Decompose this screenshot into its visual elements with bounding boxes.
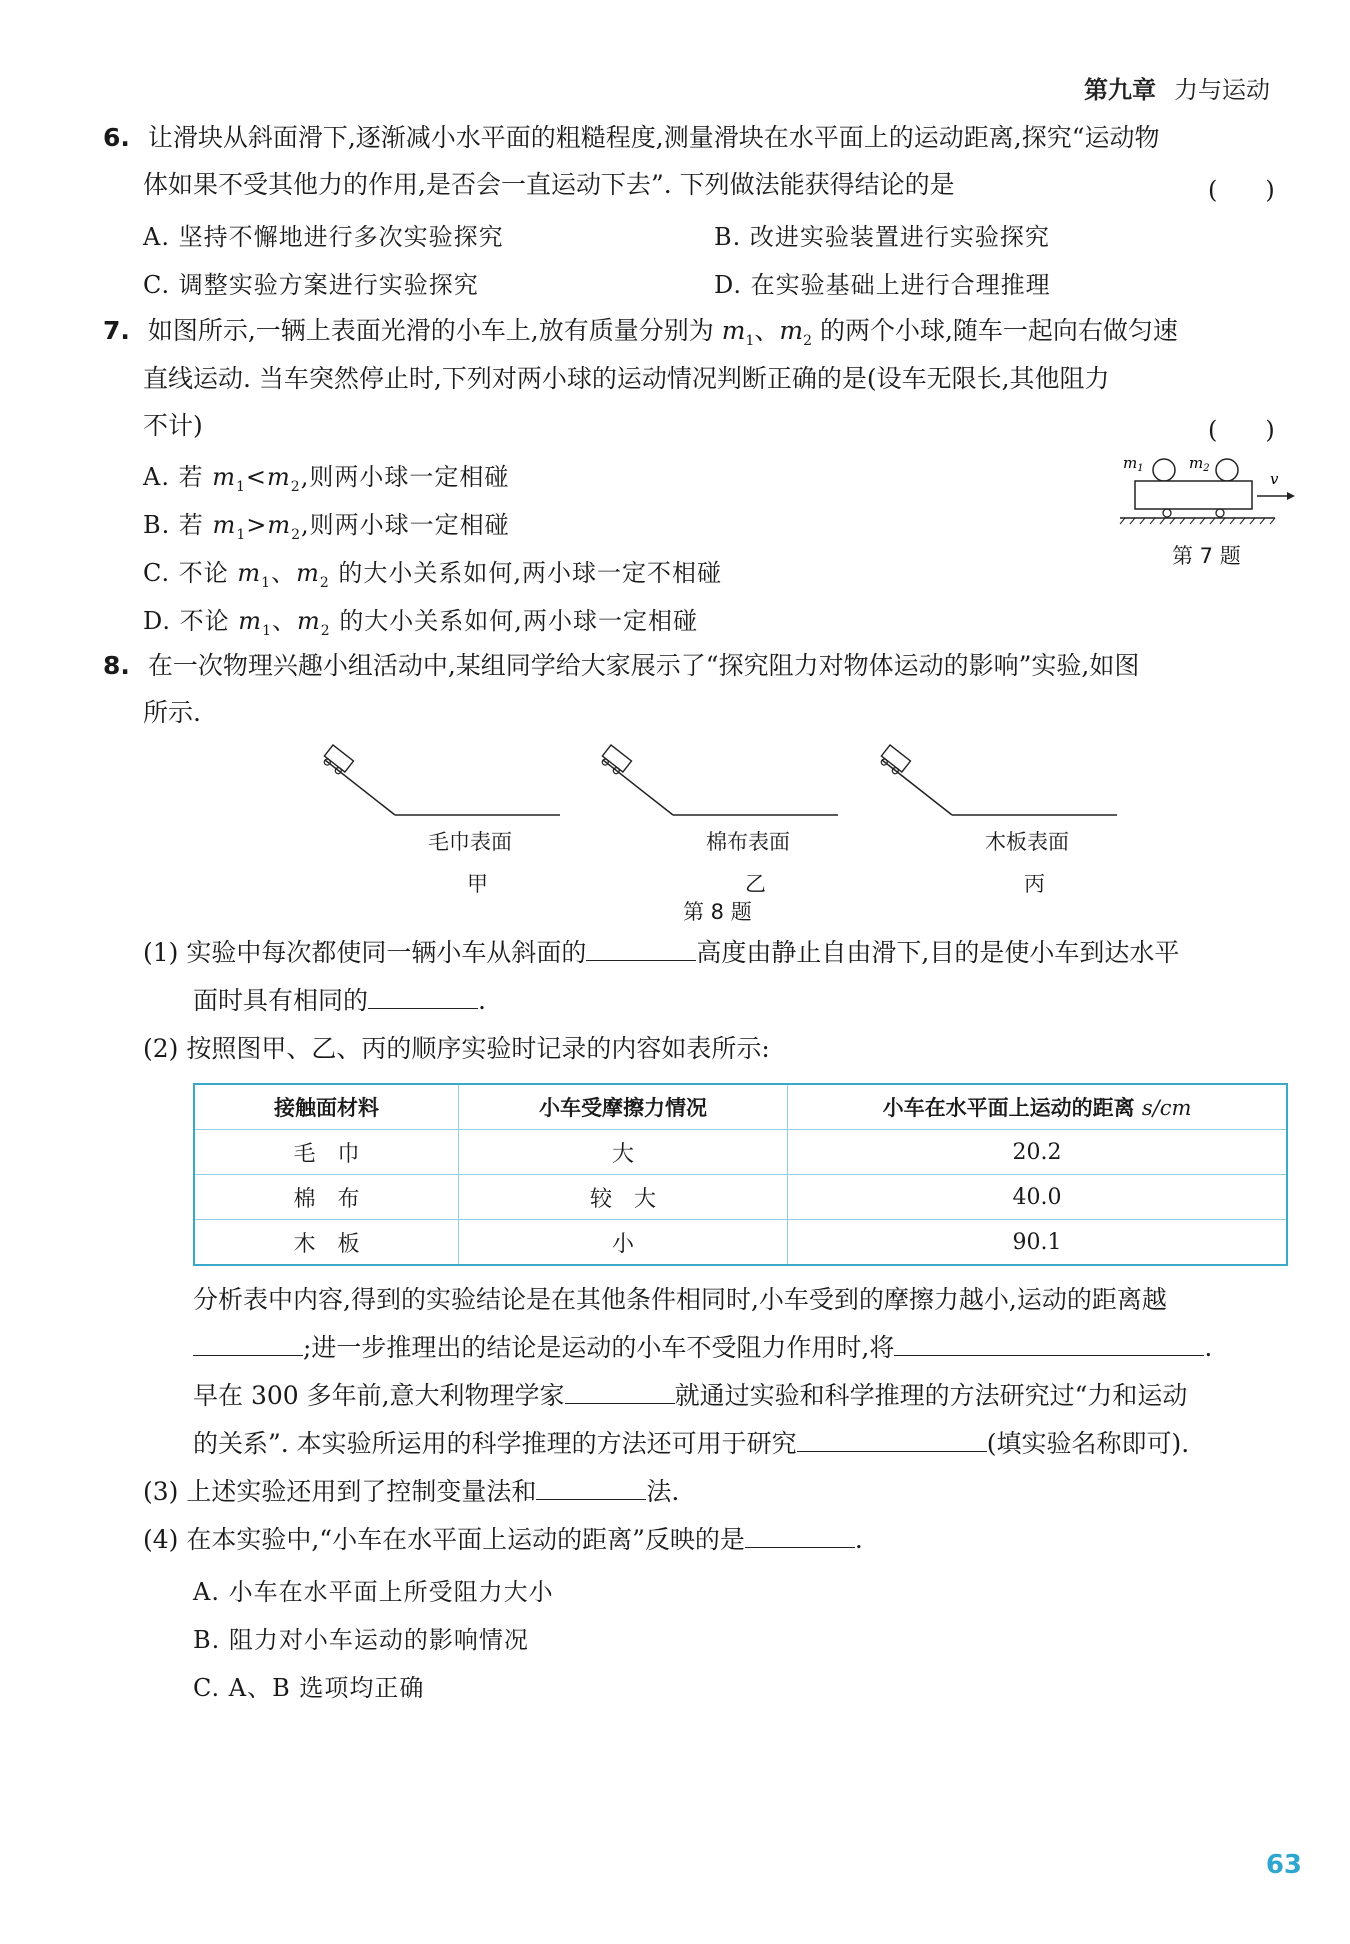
velocity-arrowhead [1287, 492, 1295, 500]
q7-option-c: C. 不论 $m_1$、$m_2$ 的大小关系如何,两小球一定不相碰 [143, 559, 723, 591]
table-row: 木 板 小 90.1 [194, 1220, 1287, 1266]
results-table [193, 1083, 1288, 1266]
q6-option-a: A. 坚持不懈地进行多次实验探究 [143, 223, 504, 251]
blank-7[interactable] [536, 1477, 646, 1500]
table-header-row [194, 1084, 1287, 1130]
q8-figure-jia [315, 735, 565, 835]
q6-option-b: B. 改进实验装置进行实验探究 [714, 223, 1050, 251]
q8-figure-yi [593, 735, 843, 835]
q8-part1-line2: 面时具有相同的 . [193, 986, 486, 1015]
chapter-label: 第九章 [1084, 76, 1156, 104]
table-header-material: 接触面材料 [194, 1084, 459, 1130]
q8-analysis-line4: 的关系”. 本实验所运用的科学推理的方法还可用于研究 (填实验名称即可). [193, 1429, 1190, 1458]
q7-option-d: D. 不论 $m_1$、$m_2$ 的大小关系如何,两小球一定相碰 [143, 607, 698, 639]
q8-surface-yi: 棉布表面 [706, 830, 790, 854]
q8-surface-bing: 木板表面 [985, 830, 1069, 854]
q7-line1: 7. 如图所示,一辆上表面光滑的小车上,放有质量分别为 $m_1$、$m_2$ 的两个小球,随车一起向右做匀速 [103, 316, 1178, 349]
q8-part1-line1: (1) 实验中每次都使同一辆小车从斜面的 高度由静止自由滑下,目的是使小车到达水平 [143, 938, 1180, 967]
q8-line1: 8. 在一次物理兴趣小组活动中,某组同学给大家展示了“探究阻力对物体运动的影响”实验,如图 [103, 651, 1140, 680]
q6-option-c: C. 调整实验方案进行实验探究 [143, 271, 479, 299]
page-number: 63 [1265, 1850, 1302, 1880]
q8-number: 8. [103, 651, 130, 680]
table-row: 毛 巾 大 20.2 [194, 1130, 1287, 1175]
q8-label-jia: 甲 [467, 872, 488, 896]
chapter-title: 力与运动 [1174, 76, 1270, 104]
q8-analysis-line2: ;进一步推理出的结论是运动的小车不受阻力作用时,将 . [193, 1330, 1212, 1366]
table-row: 棉 布 较 大 40.0 [194, 1175, 1287, 1220]
blank-2[interactable] [368, 986, 478, 1009]
q6-answer-paren: ( ) [1208, 176, 1275, 204]
q8-part2-intro: (2) 按照图甲、乙、丙的顺序实验时记录的内容如表所示: [143, 1034, 770, 1063]
q8-figure-caption: 第 8 题 [683, 900, 752, 924]
velocity-label: v [1270, 470, 1279, 488]
q8-part4-option-c: C. A、B 选项均正确 [193, 1674, 425, 1702]
q7-fig-m1-label: $m_1$ [1123, 454, 1144, 474]
q7-figure-caption: 第 7 题 [1172, 544, 1241, 568]
q8-analysis-line1: 分析表中内容,得到的实验结论是在其他条件相同时,小车受到的摩擦力越小,运动的距离越 [193, 1285, 1167, 1314]
table-header-friction: 小车受摩擦力情况 [459, 1084, 788, 1130]
q6-option-d: D. 在实验基础上进行合理推理 [714, 271, 1051, 299]
q6-number: 6. [103, 123, 130, 152]
q7-line2: 直线运动. 当车突然停止时,下列对两小球的运动情况判断正确的是(设车无限长,其他阻力 [143, 364, 1110, 393]
q8-line2: 所示. [143, 698, 201, 727]
q7-option-a: A. 若 $m_1<m_2$,则两小球一定相碰 [143, 463, 510, 495]
cart-wheel-left [1163, 509, 1171, 517]
blank-8[interactable] [745, 1525, 855, 1548]
ball-m1 [1153, 459, 1175, 481]
blank-5[interactable] [565, 1381, 675, 1404]
blank-3[interactable] [193, 1333, 303, 1356]
cart-body [1135, 481, 1252, 509]
q7-line3: 不计) [143, 411, 203, 440]
q8-label-bing: 丙 [1024, 872, 1045, 896]
q8-part4: (4) 在本实验中,“小车在水平面上运动的距离”反映的是 . [143, 1525, 863, 1554]
q8-label-yi: 乙 [745, 872, 766, 896]
page-header [1084, 70, 1270, 105]
cart-wheel-right [1216, 509, 1224, 517]
q8-part3: (3) 上述实验还用到了控制变量法和 法. [143, 1477, 680, 1506]
q7-fig-m2-label: $m_2$ [1189, 454, 1210, 474]
q7-answer-paren: ( ) [1208, 416, 1275, 444]
q6-line1: 6. 让滑块从斜面滑下,逐渐减小水平面的粗糙程度,测量滑块在水平面上的运动距离,探究“运动物 [103, 123, 1160, 152]
ball-m2 [1216, 459, 1238, 481]
q7-number: 7. [103, 316, 130, 345]
blank-4[interactable] [894, 1333, 1204, 1356]
q7-cart-figure [1115, 448, 1300, 548]
ground-hatch [1120, 518, 1275, 524]
q8-part4-option-b: B. 阻力对小车运动的影响情况 [193, 1626, 529, 1654]
blank-6[interactable] [797, 1429, 987, 1452]
q8-surface-jia: 毛巾表面 [428, 830, 512, 854]
q6-line2: 体如果不受其他力的作用,是否会一直运动下去”. 下列做法能获得结论的是 [143, 170, 955, 199]
q8-part4-option-a: A. 小车在水平面上所受阻力大小 [193, 1578, 554, 1606]
q8-analysis-line3: 早在 300 多年前,意大利物理学家 就通过实验和科学推理的方法研究过“力和运动 [193, 1381, 1188, 1410]
q8-figure-bing [872, 735, 1122, 835]
table-header-distance: 小车在水平面上运动的距离 s/cm [788, 1084, 1288, 1130]
blank-1[interactable] [586, 938, 696, 961]
q7-option-b: B. 若 $m_1>m_2$,则两小球一定相碰 [143, 511, 510, 543]
